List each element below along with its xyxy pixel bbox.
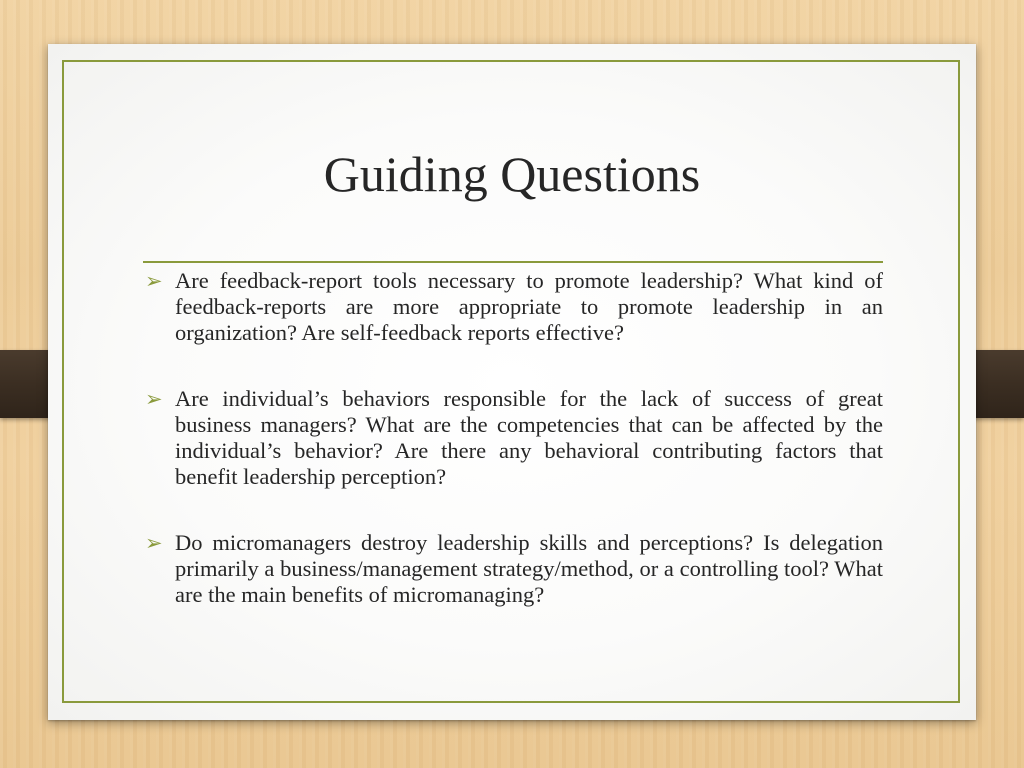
title-divider [143, 261, 883, 263]
bullet-text: Are feedback-report tools necessary to promote leadership? What kind of feedback-reports are more appropriate to promote leadership in an organization? Are self-feedback reports effective? [175, 268, 883, 345]
arrowhead-bullet-icon: ➢ [145, 269, 163, 293]
slide-paper [48, 44, 976, 720]
arrowhead-bullet-icon: ➢ [145, 531, 163, 555]
bullet-text: Do micromanagers destroy leadership skills and perceptions? Is delegation primarily a business/management strategy/method, or a controlling tool? What are the main benefits of micromanaging? [175, 530, 883, 607]
bullet-item [143, 268, 883, 346]
bullet-item [143, 386, 883, 490]
slide-title: Guiding Questions [323, 146, 701, 202]
bullet-text: Are individual’s behaviors responsible for the lack of success of great business managers? What are the competencies that can be affected by the individual’s behavior? Are there any behavioral contributing factors that benefit leadership perception? [175, 386, 883, 489]
bullet-item [143, 530, 883, 608]
bullet-list [143, 268, 883, 648]
arrowhead-bullet-icon: ➢ [145, 387, 163, 411]
